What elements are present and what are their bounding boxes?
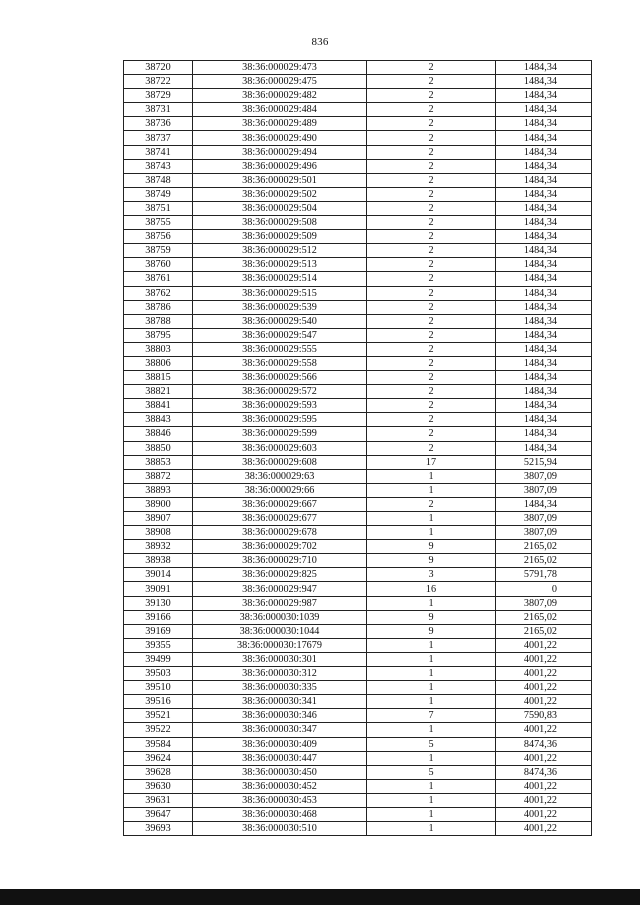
row-id-cell: 38760 — [124, 258, 193, 272]
cadastral-number-cell: 38:36:000029:540 — [193, 314, 367, 328]
table-row — [124, 681, 592, 695]
table-row — [124, 272, 592, 286]
cadastral-number-cell: 38:36:000029:599 — [193, 427, 367, 441]
amount-cell: 0 — [496, 582, 592, 596]
cadastral-number-cell: 38:36:000029:667 — [193, 497, 367, 511]
row-id-cell: 39014 — [124, 568, 193, 582]
table-row — [124, 568, 592, 582]
amount-cell: 1484,34 — [496, 300, 592, 314]
amount-cell: 4001,22 — [496, 723, 592, 737]
row-id-cell: 38736 — [124, 117, 193, 131]
row-id-cell: 39091 — [124, 582, 193, 596]
cadastral-number-cell: 38:36:000029:555 — [193, 342, 367, 356]
row-id-cell: 38731 — [124, 103, 193, 117]
cadastral-number-cell: 38:36:000029:502 — [193, 187, 367, 201]
cadastral-number-cell: 38:36:000029:710 — [193, 554, 367, 568]
cadastral-number-cell: 38:36:000029:494 — [193, 145, 367, 159]
count-cell: 2 — [367, 399, 496, 413]
count-cell: 2 — [367, 314, 496, 328]
row-id-cell: 39631 — [124, 793, 193, 807]
row-id-cell: 38755 — [124, 216, 193, 230]
table-row — [124, 667, 592, 681]
count-cell: 9 — [367, 540, 496, 554]
row-id-cell: 38908 — [124, 526, 193, 540]
amount-cell: 1484,34 — [496, 399, 592, 413]
cadastral-number-cell: 38:36:000030:450 — [193, 765, 367, 779]
amount-cell: 3807,09 — [496, 483, 592, 497]
table-row — [124, 201, 592, 215]
amount-cell: 8474,36 — [496, 737, 592, 751]
count-cell: 1 — [367, 638, 496, 652]
table-row — [124, 117, 592, 131]
table-row — [124, 624, 592, 638]
amount-cell: 1484,34 — [496, 413, 592, 427]
table-row — [124, 822, 592, 836]
row-id-cell: 39630 — [124, 779, 193, 793]
cadastral-number-cell: 38:36:000029:677 — [193, 512, 367, 526]
row-id-cell: 39693 — [124, 822, 193, 836]
cadastral-number-cell: 38:36:000029:512 — [193, 244, 367, 258]
amount-cell: 1484,34 — [496, 371, 592, 385]
cadastral-number-cell: 38:36:000030:347 — [193, 723, 367, 737]
cadastral-number-cell: 38:36:000030:453 — [193, 793, 367, 807]
count-cell: 9 — [367, 624, 496, 638]
row-id-cell: 38761 — [124, 272, 193, 286]
row-id-cell: 39522 — [124, 723, 193, 737]
count-cell: 2 — [367, 187, 496, 201]
count-cell: 2 — [367, 497, 496, 511]
table-row — [124, 159, 592, 173]
count-cell: 1 — [367, 469, 496, 483]
count-cell: 2 — [367, 216, 496, 230]
row-id-cell: 39584 — [124, 737, 193, 751]
amount-cell: 3807,09 — [496, 512, 592, 526]
row-id-cell: 38788 — [124, 314, 193, 328]
count-cell: 9 — [367, 554, 496, 568]
row-id-cell: 38815 — [124, 371, 193, 385]
cadastral-number-cell: 38:36:000030:301 — [193, 652, 367, 666]
cadastral-number-cell: 38:36:000029:558 — [193, 356, 367, 370]
table-row — [124, 723, 592, 737]
row-id-cell: 39169 — [124, 624, 193, 638]
table-row — [124, 131, 592, 145]
cadastral-number-cell: 38:36:000029:702 — [193, 540, 367, 554]
table-row — [124, 807, 592, 821]
table-row — [124, 455, 592, 469]
count-cell: 2 — [367, 61, 496, 75]
amount-cell: 1484,34 — [496, 173, 592, 187]
table-row — [124, 314, 592, 328]
amount-cell: 1484,34 — [496, 159, 592, 173]
amount-cell: 4001,22 — [496, 638, 592, 652]
row-id-cell: 39516 — [124, 695, 193, 709]
count-cell: 1 — [367, 723, 496, 737]
row-id-cell: 38900 — [124, 497, 193, 511]
count-cell: 3 — [367, 568, 496, 582]
count-cell: 2 — [367, 258, 496, 272]
cadastral-number-cell: 38:36:000029:595 — [193, 413, 367, 427]
cadastral-number-cell: 38:36:000029:489 — [193, 117, 367, 131]
amount-cell: 1484,34 — [496, 258, 592, 272]
table-row — [124, 526, 592, 540]
count-cell: 2 — [367, 103, 496, 117]
count-cell: 5 — [367, 737, 496, 751]
table-row — [124, 300, 592, 314]
amount-cell: 2165,02 — [496, 624, 592, 638]
count-cell: 2 — [367, 230, 496, 244]
amount-cell: 4001,22 — [496, 667, 592, 681]
row-id-cell: 38803 — [124, 342, 193, 356]
count-cell: 2 — [367, 173, 496, 187]
count-cell: 2 — [367, 201, 496, 215]
amount-cell: 5215,94 — [496, 455, 592, 469]
row-id-cell: 38720 — [124, 61, 193, 75]
table-row — [124, 554, 592, 568]
table-row — [124, 695, 592, 709]
table-row — [124, 427, 592, 441]
row-id-cell: 39355 — [124, 638, 193, 652]
amount-cell: 1484,34 — [496, 441, 592, 455]
amount-cell: 4001,22 — [496, 822, 592, 836]
amount-cell: 1484,34 — [496, 286, 592, 300]
count-cell: 1 — [367, 695, 496, 709]
cadastral-number-cell: 38:36:000029:473 — [193, 61, 367, 75]
row-id-cell: 38841 — [124, 399, 193, 413]
table-row — [124, 286, 592, 300]
table-row — [124, 230, 592, 244]
amount-cell: 1484,34 — [496, 117, 592, 131]
cadastral-number-cell: 38:36:000029:539 — [193, 300, 367, 314]
cadastral-number-cell: 38:36:000029:482 — [193, 89, 367, 103]
row-id-cell: 38932 — [124, 540, 193, 554]
cadastral-number-cell: 38:36:000029:547 — [193, 328, 367, 342]
row-id-cell: 39521 — [124, 709, 193, 723]
row-id-cell: 38843 — [124, 413, 193, 427]
cadastral-number-cell: 38:36:000029:603 — [193, 441, 367, 455]
count-cell: 1 — [367, 807, 496, 821]
cadastral-number-cell: 38:36:000029:515 — [193, 286, 367, 300]
count-cell: 2 — [367, 371, 496, 385]
cadastral-number-cell: 38:36:000029:501 — [193, 173, 367, 187]
table-row — [124, 371, 592, 385]
amount-cell: 1484,34 — [496, 272, 592, 286]
table-row — [124, 187, 592, 201]
amount-cell: 1484,34 — [496, 75, 592, 89]
amount-cell: 1484,34 — [496, 145, 592, 159]
count-cell: 2 — [367, 131, 496, 145]
count-cell: 2 — [367, 300, 496, 314]
table-row — [124, 469, 592, 483]
table-row — [124, 103, 592, 117]
row-id-cell: 38786 — [124, 300, 193, 314]
count-cell: 1 — [367, 483, 496, 497]
amount-cell: 1484,34 — [496, 244, 592, 258]
row-id-cell: 39624 — [124, 751, 193, 765]
row-id-cell: 39503 — [124, 667, 193, 681]
row-id-cell: 38756 — [124, 230, 193, 244]
cadastral-number-cell: 38:36:000029:593 — [193, 399, 367, 413]
cadastral-number-cell: 38:36:000030:452 — [193, 779, 367, 793]
cadastral-number-cell: 38:36:000029:63 — [193, 469, 367, 483]
amount-cell: 1484,34 — [496, 314, 592, 328]
count-cell: 2 — [367, 159, 496, 173]
cadastral-number-cell: 38:36:000030:468 — [193, 807, 367, 821]
table-row — [124, 145, 592, 159]
cadastral-number-cell: 38:36:000029:513 — [193, 258, 367, 272]
row-id-cell: 39499 — [124, 652, 193, 666]
table-row — [124, 709, 592, 723]
amount-cell: 4001,22 — [496, 807, 592, 821]
cadastral-number-cell: 38:36:000029:66 — [193, 483, 367, 497]
row-id-cell: 39647 — [124, 807, 193, 821]
table-row — [124, 258, 592, 272]
cadastral-number-cell: 38:36:000029:825 — [193, 568, 367, 582]
table-row — [124, 540, 592, 554]
cadastral-number-cell: 38:36:000029:508 — [193, 216, 367, 230]
row-id-cell: 38743 — [124, 159, 193, 173]
amount-cell: 1484,34 — [496, 187, 592, 201]
table-body — [124, 61, 592, 836]
amount-cell: 2165,02 — [496, 610, 592, 624]
amount-cell: 2165,02 — [496, 540, 592, 554]
cadastral-number-cell: 38:36:000029:987 — [193, 596, 367, 610]
count-cell: 1 — [367, 822, 496, 836]
count-cell: 2 — [367, 413, 496, 427]
amount-cell: 1484,34 — [496, 131, 592, 145]
count-cell: 2 — [367, 272, 496, 286]
table-row — [124, 779, 592, 793]
cadastral-number-cell: 38:36:000029:496 — [193, 159, 367, 173]
table-row — [124, 652, 592, 666]
count-cell: 5 — [367, 765, 496, 779]
table-row — [124, 512, 592, 526]
cadastral-number-cell: 38:36:000029:608 — [193, 455, 367, 469]
row-id-cell: 38872 — [124, 469, 193, 483]
row-id-cell: 38729 — [124, 89, 193, 103]
amount-cell: 3807,09 — [496, 526, 592, 540]
row-id-cell: 38751 — [124, 201, 193, 215]
cadastral-number-cell: 38:36:000029:475 — [193, 75, 367, 89]
table-row — [124, 638, 592, 652]
count-cell: 1 — [367, 779, 496, 793]
amount-cell: 1484,34 — [496, 497, 592, 511]
amount-cell: 1484,34 — [496, 385, 592, 399]
amount-cell: 1484,34 — [496, 201, 592, 215]
table-row — [124, 75, 592, 89]
count-cell: 2 — [367, 117, 496, 131]
count-cell: 1 — [367, 596, 496, 610]
cadastral-number-cell: 38:36:000029:947 — [193, 582, 367, 596]
count-cell: 1 — [367, 512, 496, 526]
count-cell: 2 — [367, 385, 496, 399]
amount-cell: 1484,34 — [496, 230, 592, 244]
data-table — [123, 60, 592, 836]
row-id-cell: 38821 — [124, 385, 193, 399]
count-cell: 1 — [367, 751, 496, 765]
cadastral-number-cell: 38:36:000029:504 — [193, 201, 367, 215]
page-number: 836 — [311, 36, 329, 48]
count-cell: 1 — [367, 667, 496, 681]
row-id-cell: 39510 — [124, 681, 193, 695]
table-row — [124, 765, 592, 779]
amount-cell: 4001,22 — [496, 793, 592, 807]
cadastral-number-cell: 38:36:000030:346 — [193, 709, 367, 723]
row-id-cell: 38893 — [124, 483, 193, 497]
amount-cell: 1484,34 — [496, 103, 592, 117]
count-cell: 1 — [367, 526, 496, 540]
amount-cell: 1484,34 — [496, 328, 592, 342]
amount-cell: 4001,22 — [496, 652, 592, 666]
row-id-cell: 38762 — [124, 286, 193, 300]
cadastral-number-cell: 38:36:000030:447 — [193, 751, 367, 765]
table-row — [124, 483, 592, 497]
table-row — [124, 61, 592, 75]
row-id-cell: 38741 — [124, 145, 193, 159]
count-cell: 1 — [367, 652, 496, 666]
amount-cell: 4001,22 — [496, 681, 592, 695]
amount-cell: 1484,34 — [496, 356, 592, 370]
row-id-cell: 38748 — [124, 173, 193, 187]
amount-cell: 1484,34 — [496, 89, 592, 103]
cadastral-number-cell: 38:36:000030:17679 — [193, 638, 367, 652]
count-cell: 2 — [367, 145, 496, 159]
amount-cell: 1484,34 — [496, 427, 592, 441]
count-cell: 2 — [367, 244, 496, 258]
row-id-cell: 38737 — [124, 131, 193, 145]
scan-bottom-edge — [0, 889, 640, 905]
table-row — [124, 737, 592, 751]
cadastral-number-cell: 38:36:000029:514 — [193, 272, 367, 286]
row-id-cell: 39166 — [124, 610, 193, 624]
cadastral-number-cell: 38:36:000030:312 — [193, 667, 367, 681]
table-row — [124, 173, 592, 187]
table-row — [124, 385, 592, 399]
amount-cell: 8474,36 — [496, 765, 592, 779]
cadastral-number-cell: 38:36:000030:1039 — [193, 610, 367, 624]
table-row — [124, 497, 592, 511]
row-id-cell: 38759 — [124, 244, 193, 258]
cadastral-number-cell: 38:36:000029:509 — [193, 230, 367, 244]
row-id-cell: 38907 — [124, 512, 193, 526]
count-cell: 17 — [367, 455, 496, 469]
cadastral-number-cell: 38:36:000029:572 — [193, 385, 367, 399]
count-cell: 2 — [367, 328, 496, 342]
amount-cell: 7590,83 — [496, 709, 592, 723]
count-cell: 2 — [367, 441, 496, 455]
count-cell: 1 — [367, 681, 496, 695]
row-id-cell: 38853 — [124, 455, 193, 469]
count-cell: 2 — [367, 427, 496, 441]
table-row — [124, 610, 592, 624]
amount-cell: 4001,22 — [496, 751, 592, 765]
table-row — [124, 328, 592, 342]
table-row — [124, 413, 592, 427]
cadastral-number-cell: 38:36:000030:1044 — [193, 624, 367, 638]
amount-cell: 4001,22 — [496, 695, 592, 709]
count-cell: 2 — [367, 75, 496, 89]
amount-cell: 1484,34 — [496, 342, 592, 356]
amount-cell: 2165,02 — [496, 554, 592, 568]
amount-cell: 1484,34 — [496, 61, 592, 75]
table-row — [124, 793, 592, 807]
cadastral-number-cell: 38:36:000029:678 — [193, 526, 367, 540]
row-id-cell: 38722 — [124, 75, 193, 89]
count-cell: 7 — [367, 709, 496, 723]
table-row — [124, 582, 592, 596]
table-row — [124, 356, 592, 370]
table-row — [124, 399, 592, 413]
row-id-cell: 38850 — [124, 441, 193, 455]
row-id-cell: 38806 — [124, 356, 193, 370]
table-row — [124, 89, 592, 103]
amount-cell: 3807,09 — [496, 469, 592, 483]
amount-cell: 5791,78 — [496, 568, 592, 582]
count-cell: 2 — [367, 286, 496, 300]
count-cell: 9 — [367, 610, 496, 624]
amount-cell: 1484,34 — [496, 216, 592, 230]
table-row — [124, 342, 592, 356]
table-row — [124, 441, 592, 455]
row-id-cell: 38795 — [124, 328, 193, 342]
row-id-cell: 39130 — [124, 596, 193, 610]
row-id-cell: 39628 — [124, 765, 193, 779]
count-cell: 2 — [367, 342, 496, 356]
table-row — [124, 596, 592, 610]
cadastral-number-cell: 38:36:000030:335 — [193, 681, 367, 695]
row-id-cell: 38846 — [124, 427, 193, 441]
table-row — [124, 216, 592, 230]
table-row — [124, 751, 592, 765]
cadastral-number-cell: 38:36:000030:341 — [193, 695, 367, 709]
count-cell: 2 — [367, 356, 496, 370]
count-cell: 1 — [367, 793, 496, 807]
row-id-cell: 38749 — [124, 187, 193, 201]
cadastral-number-cell: 38:36:000029:566 — [193, 371, 367, 385]
cadastral-number-cell: 38:36:000030:510 — [193, 822, 367, 836]
cadastral-number-cell: 38:36:000029:484 — [193, 103, 367, 117]
table-row — [124, 244, 592, 258]
amount-cell: 4001,22 — [496, 779, 592, 793]
count-cell: 16 — [367, 582, 496, 596]
cadastral-number-cell: 38:36:000029:490 — [193, 131, 367, 145]
cadastral-number-cell: 38:36:000030:409 — [193, 737, 367, 751]
row-id-cell: 38938 — [124, 554, 193, 568]
count-cell: 2 — [367, 89, 496, 103]
amount-cell: 3807,09 — [496, 596, 592, 610]
